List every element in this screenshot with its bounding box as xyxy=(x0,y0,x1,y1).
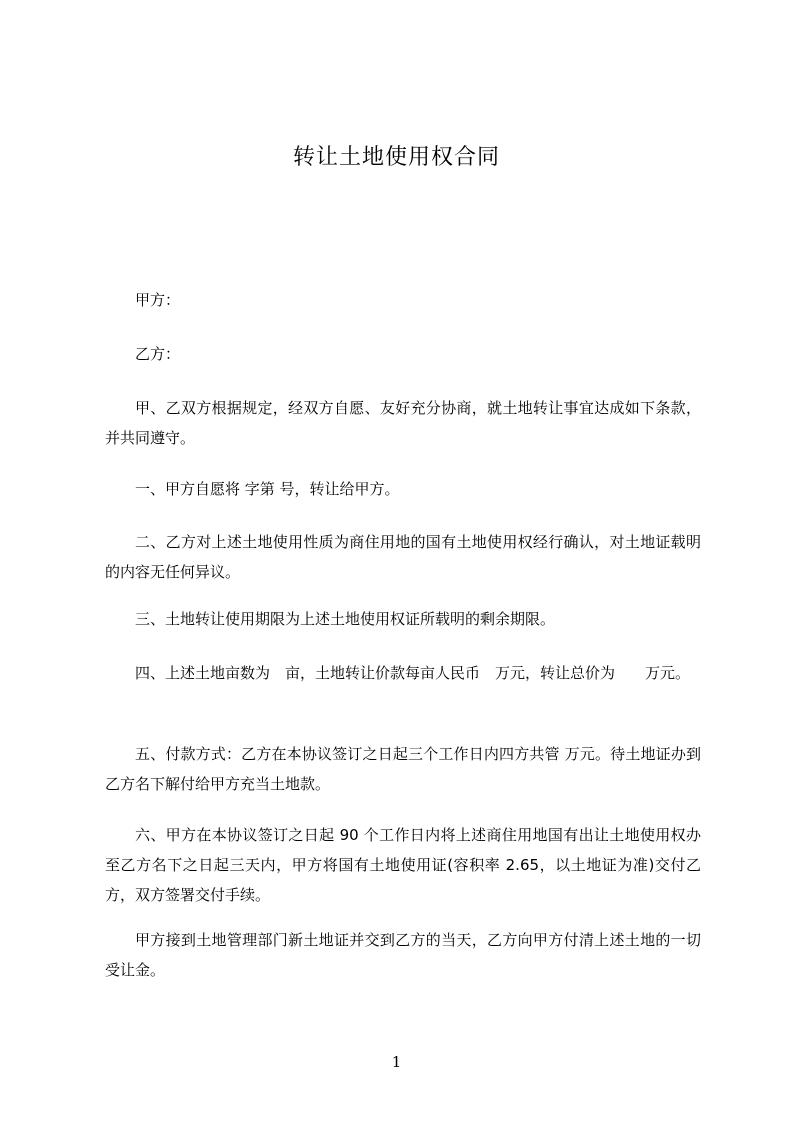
clause-6-continuation: 甲方接到土地管理部门新土地证并交到乙方的当天，乙方向甲方付清上述土地的一切受让金。 xyxy=(105,931,701,979)
clause-6: 六、甲方在本协议签订之日起 90 个工作日内将上述商住用地国有出让土地使用权办至乙方名下之日起三天内，甲方将国有土地使用证(容积率 2.65，以土地证为准)交付乙方，双方签署交付手续。 xyxy=(105,826,701,904)
page-number: 1 xyxy=(391,1053,402,1071)
party-b-line: 乙方： xyxy=(135,345,181,363)
clause-1: 一、甲方自愿将 字第 号，转让给甲方。 xyxy=(135,480,400,498)
clause-5: 五、付款方式：乙方在本协议签订之日起三个工作日内四方共管 万元。待土地证办到乙方名下解付给甲方充当土地款。 xyxy=(105,745,701,793)
clause-3: 三、土地转让使用期限为上述土地使用权证所载明的剩余期限。 xyxy=(135,610,556,628)
clause-4: 四、上述土地亩数为 亩，土地转让价款每亩人民币 万元，转让总价为 万元。 xyxy=(135,664,691,682)
clause-2: 二、乙方对上述土地使用性质为商住用地的国有土地使用权经行确认，对土地证载明的内容无任何异议。 xyxy=(105,533,701,581)
intro-paragraph: 甲、乙双方根据规定，经双方自愿、友好充分协商，就土地转让事宜达成如下条款，并共同遵守。 xyxy=(105,399,701,447)
party-a-line: 甲方： xyxy=(135,291,181,309)
contract-title: 转让土地使用权合同 xyxy=(292,145,500,170)
